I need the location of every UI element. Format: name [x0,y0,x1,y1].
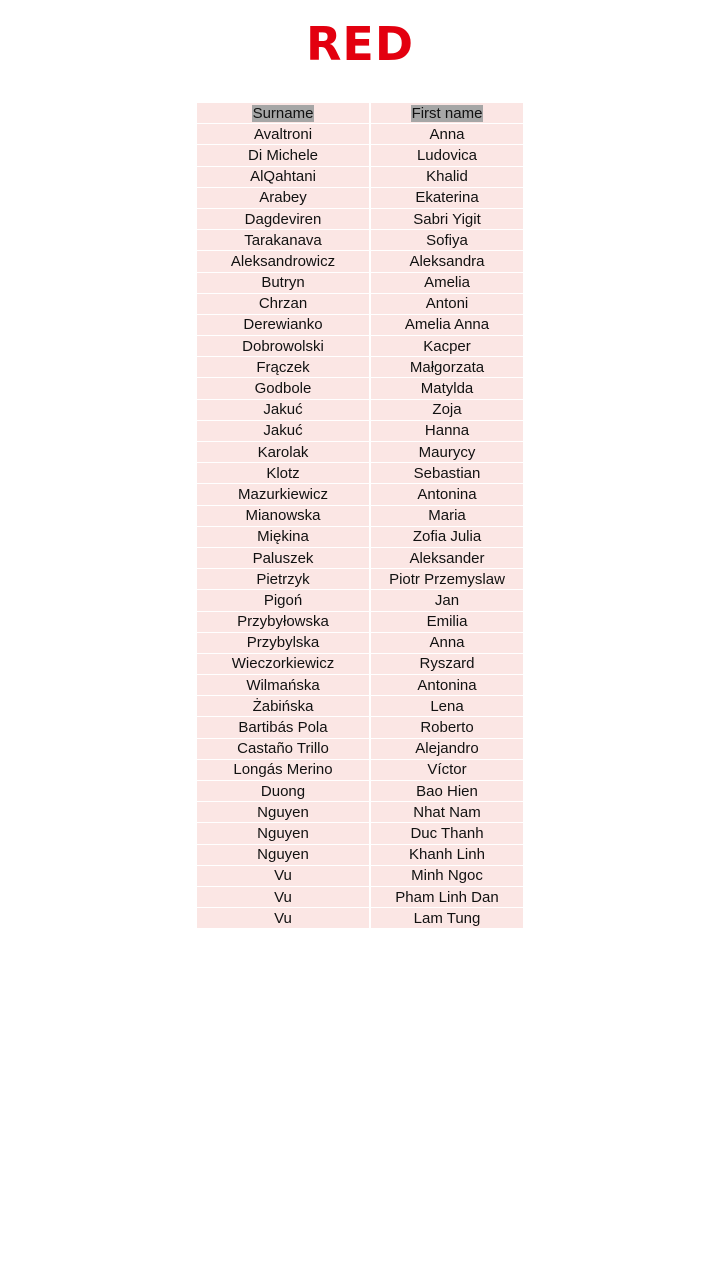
first-name-cell: Zoja [370,399,523,420]
first-name-cell: Antoni [370,293,523,314]
first-name-cell: Khalid [370,166,523,187]
table-row [197,547,523,568]
table-row [197,336,523,357]
first-name-cell: Alejandro [370,738,523,759]
table-row [197,442,523,463]
table-row [197,823,523,844]
first-name-cell: Maria [370,505,523,526]
table-row [197,251,523,272]
first-name-cell: Antonina [370,484,523,505]
table-row [197,187,523,208]
surname-cell: Castaño Trillo [197,738,370,759]
surname-cell: Dobrowolski [197,336,370,357]
surname-cell: Przybyłowska [197,611,370,632]
first-name-cell: Minh Ngoc [370,865,523,886]
first-name-cell: Víctor [370,759,523,780]
surname-cell: Longás Merino [197,759,370,780]
first-name-cell: Amelia Anna [370,314,523,335]
first-name-cell: Khanh Linh [370,844,523,865]
surname-cell: Frączek [197,357,370,378]
table-row [197,590,523,611]
first-name-cell: Kacper [370,336,523,357]
first-name-cell: Jan [370,590,523,611]
table-row [197,145,523,166]
surname-cell: Paluszek [197,547,370,568]
first-name-cell: Sofiya [370,230,523,251]
table-row [197,166,523,187]
surname-cell: Avaltroni [197,124,370,145]
table-row [197,802,523,823]
first-name-cell: Lena [370,696,523,717]
table-row [197,293,523,314]
table-row [197,420,523,441]
table-row [197,314,523,335]
surname-cell: Jakuć [197,420,370,441]
surname-cell: Nguyen [197,823,370,844]
table-row [197,632,523,653]
surname-cell: Żabińska [197,696,370,717]
surname-cell: Pigoń [197,590,370,611]
table-row [197,357,523,378]
first-name-cell: Bao Hien [370,781,523,802]
table-row [197,569,523,590]
surname-cell: Nguyen [197,844,370,865]
surname-cell: Duong [197,781,370,802]
surname-cell: Chrzan [197,293,370,314]
table-row [197,908,523,929]
first-name-cell: Ludovica [370,145,523,166]
surname-cell: Derewianko [197,314,370,335]
surname-cell: Tarakanava [197,230,370,251]
first-name-header-cell [370,103,523,124]
surname-cell: Mianowska [197,505,370,526]
surname-cell: Vu [197,865,370,886]
document-title: RED [305,17,415,71]
surname-cell: Butryn [197,272,370,293]
first-name-cell: Ekaterina [370,187,523,208]
surname-header: Surname [252,104,314,122]
surname-cell: Mazurkiewicz [197,484,370,505]
surname-cell: AlQahtani [197,166,370,187]
table-row [197,759,523,780]
table-row [197,653,523,674]
table-row [197,844,523,865]
surname-cell: Aleksandrowicz [197,251,370,272]
surname-cell: Pietrzyk [197,569,370,590]
first-name-cell: Duc Thanh [370,823,523,844]
first-name-cell: Aleksandra [370,251,523,272]
surname-cell: Bartibás Pola [197,717,370,738]
first-name-header: First name [411,104,483,122]
first-name-cell: Piotr Przemyslaw [370,569,523,590]
table-row [197,230,523,251]
table-row [197,675,523,696]
table-body [197,124,523,929]
first-name-cell: Maurycy [370,442,523,463]
first-name-cell: Małgorzata [370,357,523,378]
surname-cell: Klotz [197,463,370,484]
table-row [197,696,523,717]
surname-cell: Miękina [197,526,370,547]
table-row [197,717,523,738]
table-row [197,463,523,484]
first-name-cell: Antonina [370,675,523,696]
table-row [197,738,523,759]
first-name-cell: Anna [370,632,523,653]
table-row [197,505,523,526]
first-name-cell: Lam Tung [370,908,523,929]
surname-cell: Arabey [197,187,370,208]
surname-cell: Di Michele [197,145,370,166]
table-row [197,124,523,145]
surname-cell: Vu [197,908,370,929]
first-name-cell: Hanna [370,420,523,441]
table-row [197,272,523,293]
first-name-cell: Amelia [370,272,523,293]
first-name-cell: Zofia Julia [370,526,523,547]
surname-cell: Karolak [197,442,370,463]
first-name-cell: Nhat Nam [370,802,523,823]
first-name-cell: Ryszard [370,653,523,674]
first-name-cell: Matylda [370,378,523,399]
table-row [197,484,523,505]
table-row [197,526,523,547]
first-name-cell: Roberto [370,717,523,738]
table-row [197,378,523,399]
table-row [197,399,523,420]
table-header-row [197,103,523,124]
first-name-cell: Sabri Yigit [370,208,523,229]
surname-cell: Nguyen [197,802,370,823]
table-row [197,865,523,886]
first-name-cell: Pham Linh Dan [370,886,523,907]
first-name-cell: Sebastian [370,463,523,484]
surname-cell: Wilmańska [197,675,370,696]
table-row [197,781,523,802]
table-row [197,611,523,632]
surname-cell: Przybylska [197,632,370,653]
first-name-cell: Emilia [370,611,523,632]
surname-cell: Vu [197,886,370,907]
surname-cell: Godbole [197,378,370,399]
first-name-cell: Anna [370,124,523,145]
surname-header-cell [197,103,370,124]
surname-cell: Jakuć [197,399,370,420]
names-table [197,103,523,929]
first-name-cell: Aleksander [370,547,523,568]
surname-cell: Dagdeviren [197,208,370,229]
surname-cell: Wieczorkiewicz [197,653,370,674]
table-row [197,208,523,229]
table-row [197,886,523,907]
